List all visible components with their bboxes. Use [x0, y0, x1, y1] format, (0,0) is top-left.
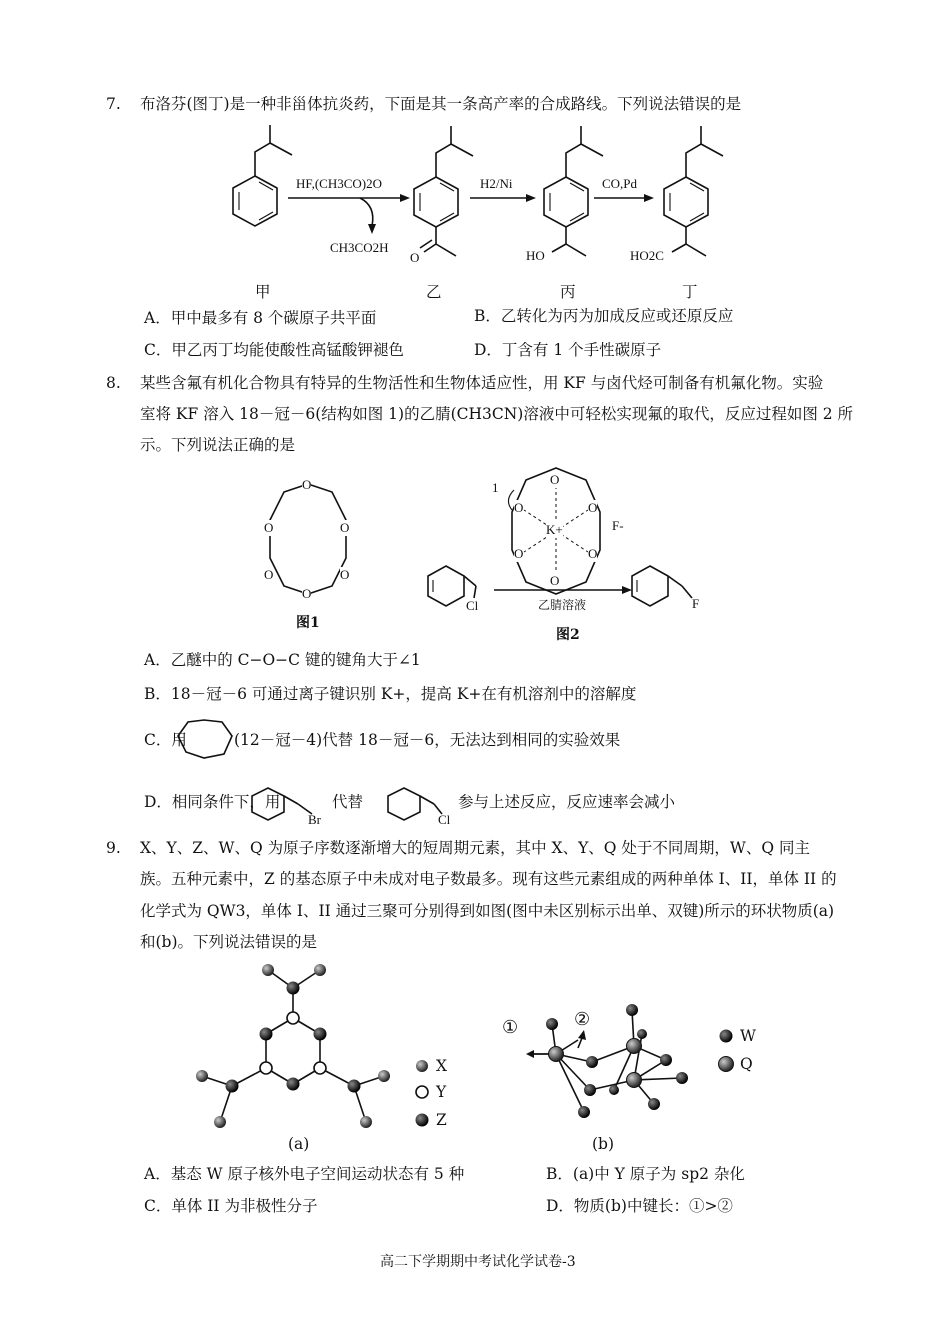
crown-oxygen: O: [302, 477, 312, 492]
angle-1-label: 1: [492, 480, 499, 495]
q9-stem-line3: 化学式为 QW3，单体 I、II 通过三聚可分别得到如图(图中未区别标示出单、双键)所示的环状物质(a): [140, 902, 835, 920]
q9-stem-line1: X、Y、Z、W、Q 为原子序数逐渐增大的短周期元素，其中 X、Y、Q 处于不同周期，W、Q 同主: [140, 839, 810, 857]
label-ding: 丁: [682, 283, 698, 301]
q9-option-b: B．(a)中 Y 原子为 sp2 杂化: [546, 1165, 745, 1183]
complex-oxygen: O: [514, 546, 524, 561]
q8-stem-line3: 示。下列说法正确的是: [140, 436, 296, 454]
complex-oxygen: O: [550, 472, 560, 487]
page-footer: 高二下学期期中考试化学试卷-3: [380, 1254, 576, 1270]
q8-option-d-middle: 代替: [332, 793, 364, 811]
q9-stem-line2: 族。五种元素中，Z 的基态原子中未成对电子数最多。现有这些元素组成的两种单体 I、II，单体 II 的: [140, 870, 837, 888]
crown-oxygen: O: [340, 520, 350, 535]
figure1-caption: 图1: [296, 615, 320, 631]
bond-marker-1: ①: [502, 1017, 519, 1038]
label-yi: 乙: [426, 283, 442, 301]
atoms-a: [196, 964, 390, 1128]
q9-stem-line4: 和(b)。下列说法错误的是: [140, 933, 318, 951]
crown-oxygen: O: [264, 567, 274, 582]
figure2-caption: 图2: [556, 627, 580, 643]
fluoride-ion: F-: [612, 518, 624, 533]
label-bing: 丙: [560, 283, 576, 301]
byproduct-acetic-acid: CH3CO2H: [330, 240, 389, 255]
figure-b-caption: (b): [592, 1135, 615, 1153]
legend-b: [719, 1030, 734, 1072]
q8-number: 8.: [106, 374, 121, 392]
q8-option-d-suffix: 参与上述反应，反应速率会减小: [458, 793, 676, 811]
crown-oxygen: O: [340, 567, 350, 582]
crown-oxygen: O: [264, 520, 274, 535]
reagent-hf: HF,(CH3CO)2O: [296, 176, 382, 191]
q7-option-b: B．乙转化为丙为加成反应或还原反应: [474, 307, 734, 325]
q8-option-b: B．18－冠－6 可通过离子键识别 K+，提高 K+在有机溶剂中的溶解度: [144, 685, 637, 703]
q9-option-c: C．单体 II 为非极性分子: [144, 1197, 318, 1215]
q8-option-a: A．乙醚中的 C−O−C 键的键角大于∠1: [144, 651, 421, 669]
bing-hydroxyl: HO: [526, 248, 545, 263]
q9-option-a: A．基态 W 原子核外电子空间运动状态有 5 种: [144, 1165, 465, 1183]
q7-option-a: A．甲中最多有 8 个碳原子共平面: [144, 309, 377, 327]
q8-option-d-prefix: D．相同条件下，用: [144, 793, 281, 811]
atoms-b: [546, 1004, 688, 1118]
solvent-label: 乙腈溶液: [538, 598, 587, 612]
complex-oxygen: O: [514, 500, 524, 515]
potassium-ion: K+: [546, 522, 563, 537]
q8-stem-line1: 某些含氟有机化合物具有特异的生物活性和生物体适应性，用 KF 与卤代烃可制备有机氟化物。实验: [140, 374, 824, 392]
complex-oxygen: O: [550, 573, 560, 588]
legend-z-label: Z: [436, 1111, 447, 1129]
q9-option-d: D．物质(b)中键长：①>②: [546, 1197, 733, 1215]
q7-stem: 布洛芬(图丁)是一种非甾体抗炎药，下面是其一条高产率的合成路线。下列说法错误的是: [140, 95, 742, 113]
figure-a-caption: (a): [288, 1135, 310, 1153]
q8-option-c-suffix: (12－冠－4)代替 18－冠－6，无法达到相同的实验效果: [234, 731, 621, 749]
legend-q-label: Q: [740, 1055, 753, 1073]
label-jia: 甲: [255, 283, 271, 301]
ding-carboxyl: HO2C: [630, 248, 664, 263]
legend-w-label: W: [740, 1027, 756, 1045]
reagent-co-pd: CO,Pd: [602, 176, 638, 191]
q7-option-c: C．甲乙丙丁均能使酸性高锰酸钾褪色: [144, 341, 404, 359]
q7-option-d: D．丁含有 1 个手性碳原子: [474, 341, 662, 359]
legend-y-label: Y: [436, 1083, 447, 1101]
q8-option-c-prefix: C．用: [144, 731, 187, 749]
legend-x-label: X: [436, 1057, 448, 1075]
bond-marker-2: ②: [574, 1009, 591, 1030]
q9-number: 9.: [106, 839, 121, 857]
complex-oxygen: O: [588, 546, 598, 561]
legend-a: [416, 1060, 429, 1127]
fluorine-label: F: [692, 596, 700, 611]
complex-oxygen: O: [588, 500, 598, 515]
reagent-h2-ni: H2/Ni: [480, 176, 513, 191]
bromine-label: Br: [308, 812, 321, 827]
crown-oxygen: O: [302, 586, 312, 601]
yi-oxygen: O: [410, 250, 420, 265]
q7-number: 7.: [106, 95, 121, 113]
chlorine-option-label: Cl: [438, 812, 451, 827]
chlorine-label: Cl: [466, 598, 479, 613]
q8-stem-line2: 室将 KF 溶入 18－冠－6(结构如图 1)的乙腈(CH3CN)溶液中可轻松实现氟的取代，反应过程如图 2 所: [140, 405, 854, 423]
